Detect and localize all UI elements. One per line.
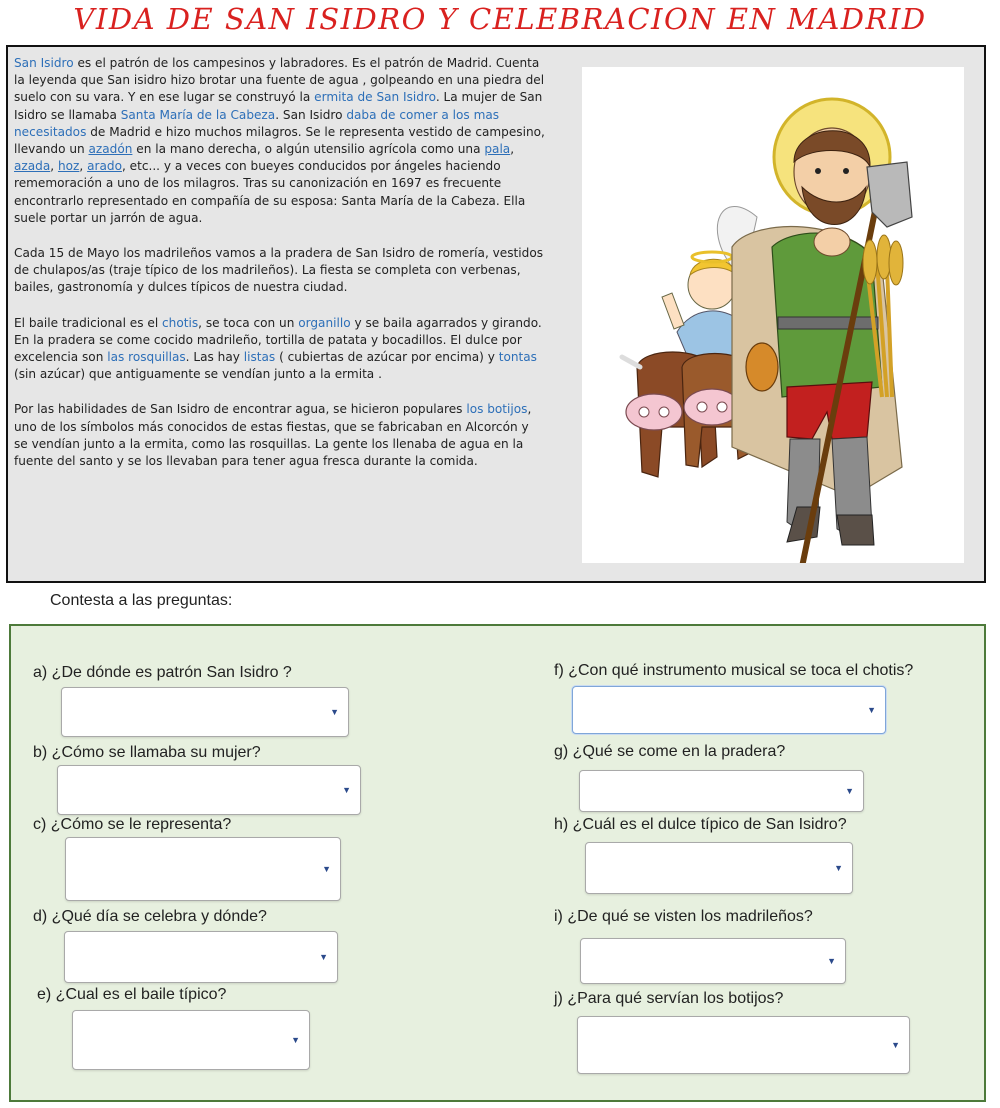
text-run: ( cubiertas de azúcar por encima) y (275, 350, 499, 365)
answer-f-dropdown[interactable] (572, 686, 886, 734)
questions-panel (9, 624, 986, 1102)
highlighted-term: arado (87, 159, 122, 174)
highlighted-term: chotis (162, 315, 199, 330)
paragraph-4 (14, 401, 546, 470)
text-run: (sin azúcar) que antiguamente se vendían junto a la ermita . (14, 367, 382, 382)
text-run: de Madrid e hizo muchos milagros. Se le representa vestido de campesino, llevando un (14, 124, 545, 157)
highlighted-term: tontas (498, 350, 537, 365)
san-isidro-illustration (582, 67, 964, 563)
answer-g-dropdown[interactable] (579, 770, 864, 812)
highlighted-term: San Isidro (14, 56, 74, 70)
question-b: b) ¿Cómo se llamaba su mujer? (33, 744, 261, 761)
text-run: Cada 15 de Mayo los madrileños vamos a la pradera de San Isidro de romería, vestidos de chulapos/as (traje típico de los madrileños). La fiesta se completa con verbenas, bailes, gastronomía y dulces típicos de nuestra ciudad. (14, 246, 544, 295)
dropdown-arrow-icon: ▼ (319, 952, 328, 962)
question-g: g) ¿Qué se come en la pradera? (554, 743, 786, 760)
text-run: , etc... y a veces con bueyes conducidos por ángeles haciendo rememoración a uno de los milagros. Tras su canonización en 1697 es frecuente encontrarlo representado en compañía de su esposa: Santa María de la Cabeza. Ella suele portar un jarrón de agua. (14, 159, 526, 225)
text-run: . Las hay (185, 350, 244, 365)
text-run: , (510, 142, 515, 157)
text-run: , (50, 159, 58, 174)
text-run: . San Isidro (275, 107, 347, 122)
text-run: , se toca con un (198, 315, 299, 330)
answer-a-dropdown[interactable] (61, 687, 349, 737)
text-run: en la mano derecha, o algún utensilio agrícola como una (132, 142, 485, 157)
dropdown-arrow-icon: ▼ (322, 864, 331, 874)
highlighted-term: listas (243, 350, 276, 365)
highlighted-term: Santa María de la Cabeza (120, 107, 276, 122)
answer-d-dropdown[interactable] (64, 931, 338, 983)
reading-panel (6, 45, 986, 583)
dropdown-arrow-icon: ▼ (867, 705, 876, 715)
answer-h-dropdown[interactable] (585, 842, 853, 894)
question-h: h) ¿Cuál es el dulce típico de San Isidro? (554, 816, 847, 833)
question-e: e) ¿Cual es el baile típico? (37, 986, 227, 1003)
paragraph-1 (14, 55, 546, 227)
highlighted-term: hoz (57, 159, 80, 174)
text-run: . La mujer de San Isidro se llamaba (14, 90, 543, 122)
question-a: a) ¿De dónde es patrón San Isidro ? (33, 664, 292, 681)
answer-j-dropdown[interactable] (577, 1016, 910, 1074)
text-run: es el patrón de los campesinos y labradores. Es el patrón de Madrid. Cuenta la leyenda que San isidro hizo brotar una fuente de agua , golpeando en una piedra del suelo con su vara. Y en ese lugar se construyó la (14, 56, 545, 105)
text-run: , uno de los símbolos más conocidos de estas fiestas, que se fabricaban en Alcorcón y se vendían junto a la ermita, como las rosquillas. La gente los llenaba de agua en la fuente del santo y se los llevaban para tener agua fresca durante la comida. (14, 402, 532, 469)
dropdown-arrow-icon: ▼ (330, 707, 339, 717)
text-run: , (79, 159, 88, 174)
question-i: i) ¿De qué se visten los madrileños? (554, 908, 813, 925)
question-d: d) ¿Qué día se celebra y dónde? (33, 908, 267, 925)
dropdown-arrow-icon: ▼ (834, 863, 843, 873)
answer-i-dropdown[interactable] (580, 938, 846, 984)
dropdown-arrow-icon: ▼ (845, 786, 854, 796)
answer-e-dropdown[interactable] (72, 1010, 310, 1070)
dropdown-arrow-icon: ▼ (891, 1040, 900, 1050)
highlighted-term: azadón (88, 142, 133, 157)
highlighted-term: daba de comer a los mas necesitados (14, 107, 500, 139)
question-f: f) ¿Con qué instrumento musical se toca el chotis? (554, 662, 914, 679)
text-run: Por las habilidades de San Isidro de encontrar agua, se hicieron populares (14, 402, 467, 417)
page-title: VIDA DE SAN ISIDRO Y CELEBRACION EN MADRID (73, 2, 927, 36)
answer-c-dropdown[interactable] (65, 837, 341, 901)
highlighted-term: los botijos (466, 402, 528, 417)
dropdown-arrow-icon: ▼ (827, 956, 836, 966)
reading-text (14, 55, 546, 488)
dropdown-arrow-icon: ▼ (342, 785, 351, 795)
highlighted-term: pala (484, 142, 511, 157)
paragraph-2 (14, 245, 546, 297)
highlighted-term: organillo (298, 315, 351, 330)
paragraph-3 (14, 315, 546, 384)
highlighted-term: ermita de San Isidro (314, 90, 436, 105)
highlighted-term: azada (14, 159, 51, 174)
highlighted-term: las rosquillas (107, 350, 186, 365)
question-j: j) ¿Para qué servían los botijos? (554, 990, 784, 1007)
instructions-label: Contesta a las preguntas: (50, 592, 233, 609)
answer-b-dropdown[interactable] (57, 765, 361, 815)
text-run: y se baila agarrados y girando. En la pradera se come cocido madrileño, tortilla de patata y bocadillos. El dulce por excelencia son (14, 315, 542, 365)
dropdown-arrow-icon: ▼ (291, 1035, 300, 1045)
question-c: c) ¿Cómo se le representa? (33, 816, 232, 833)
text-run: El baile tradicional es el (14, 315, 163, 330)
